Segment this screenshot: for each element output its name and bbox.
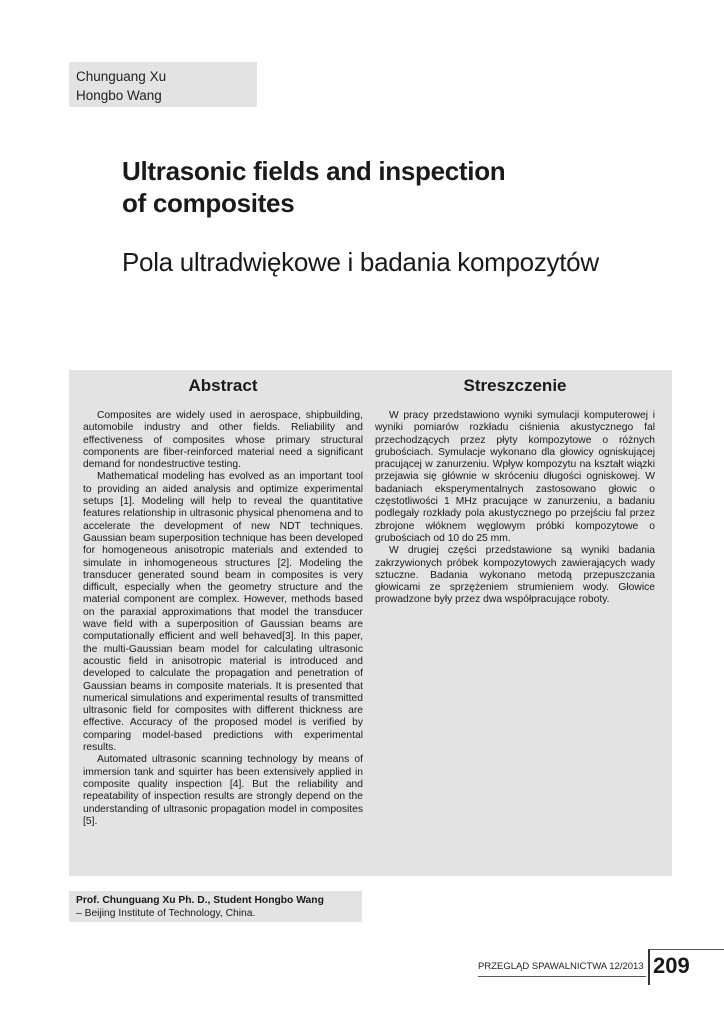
author-name: Chunguang Xu — [76, 69, 167, 84]
title-line: Ultrasonic fields and inspection — [122, 156, 506, 186]
title-english — [122, 155, 682, 219]
streszczenie-body — [375, 410, 655, 607]
abstract-heading: Abstract — [188, 376, 258, 395]
affiliation-institution: – Beijing Institute of Technology, China. — [76, 908, 256, 919]
affiliation-names: Prof. Chunguang Xu Ph. D., Student Hongbo Wang — [76, 895, 324, 906]
title-line: of composites — [122, 188, 295, 218]
streszczenie-paragraph: W drugiej części przedstawione są wyniki badania zakrzywionych próbek kompozytowych zawierających wady sztuczne. Badania wykonano metodą przepuszczania głowicami ze sprzężeniem strumieniem wody. Głowice prowadzone były przez dwa współpracujące roboty. — [375, 545, 655, 606]
abstract-body — [83, 410, 363, 828]
abstract-paragraph: Mathematical modeling has evolved as an important tool to providing an aided analysis and optimize experimental setups [1]. Modeling will help to reveal the quantitative features relationship in ultrasonic physical phenomena and to accelerate the development of new NDT techniques. Gaussian beam superposition technique has been developed for homogeneous anisotropic materials and extended to simulate in inhomogeneous structures [2]. Modeling the transducer generated sound beam in composites is very difficult, especially when the geometry structure and the material component are complex. However, methods based on the paraxial approximations that model the transducer wave field with a superposition of Gaussian beams are computationally efficient and well behaved[3]. In this paper, the multi-Gaussian beam model for calculating ultrasonic acoustic field in anisotropic material is introduced and developed to calculate the propagation and penetration of Gaussian beams in composite materials. It is presented that numerical simulations and experimental results of transmitted ultrasonic field for composites with different thickness are effective. Accuracy of the proposed model is verified by comparing model-based predictions with experimental results. — [83, 471, 363, 754]
abstract-paragraph: Composites are widely used in aerospace, shipbuilding, automobile industry and other fields. Reliability and effectiveness of composites whose primary structural components are fiber-reinforced material need a significant demand for nondestructive testing. — [83, 410, 363, 471]
affiliation-box — [69, 891, 362, 922]
footer-divider — [478, 976, 646, 977]
title-polish: Pola ultradwiękowe i badania kompozytów — [122, 247, 599, 277]
journal-name: PRZEGLĄD SPAWALNICTWA 12/2013 — [478, 961, 644, 972]
authors-box — [69, 62, 257, 107]
abstract-paragraph: Automated ultrasonic scanning technology by means of immersion tank and squirter has been extensively applied in composite quality inspection [4]. But the reliability and repeatability of inspection results are strongly depend on the understanding of ultrasonic propagation model in composites [5]. — [83, 754, 363, 827]
streszczenie-paragraph: W pracy przedstawiono wyniki symulacji komputerowej i wyniki pomiarów rozkładu ciśnienia akustycznego fal przechodzących przez płyty kompozytowe o różnych grubościach. Symulacje wykonano dla głowicy ogniskującej pracującej w zanurzeniu. Wpływ kompozytu na kształt wiązki przejawia się głównie w skróceniu długości ogniskowej. W badaniach eksperymentalnych zastosowano głowic o częstotliwości 1 MHz pracujące w zanurzeniu, a badaniu podlegały rozkłady pola akustycznego po przejściu fal przez zbrojone włóknem węglowym próbki kompozytowe o grubościach od 10 do 25 mm. — [375, 410, 655, 544]
streszczenie-heading: Streszczenie — [463, 376, 567, 395]
page-number: 209 — [653, 953, 690, 978]
abstract-panel — [69, 370, 672, 876]
author-name: Hongbo Wang — [76, 88, 162, 103]
